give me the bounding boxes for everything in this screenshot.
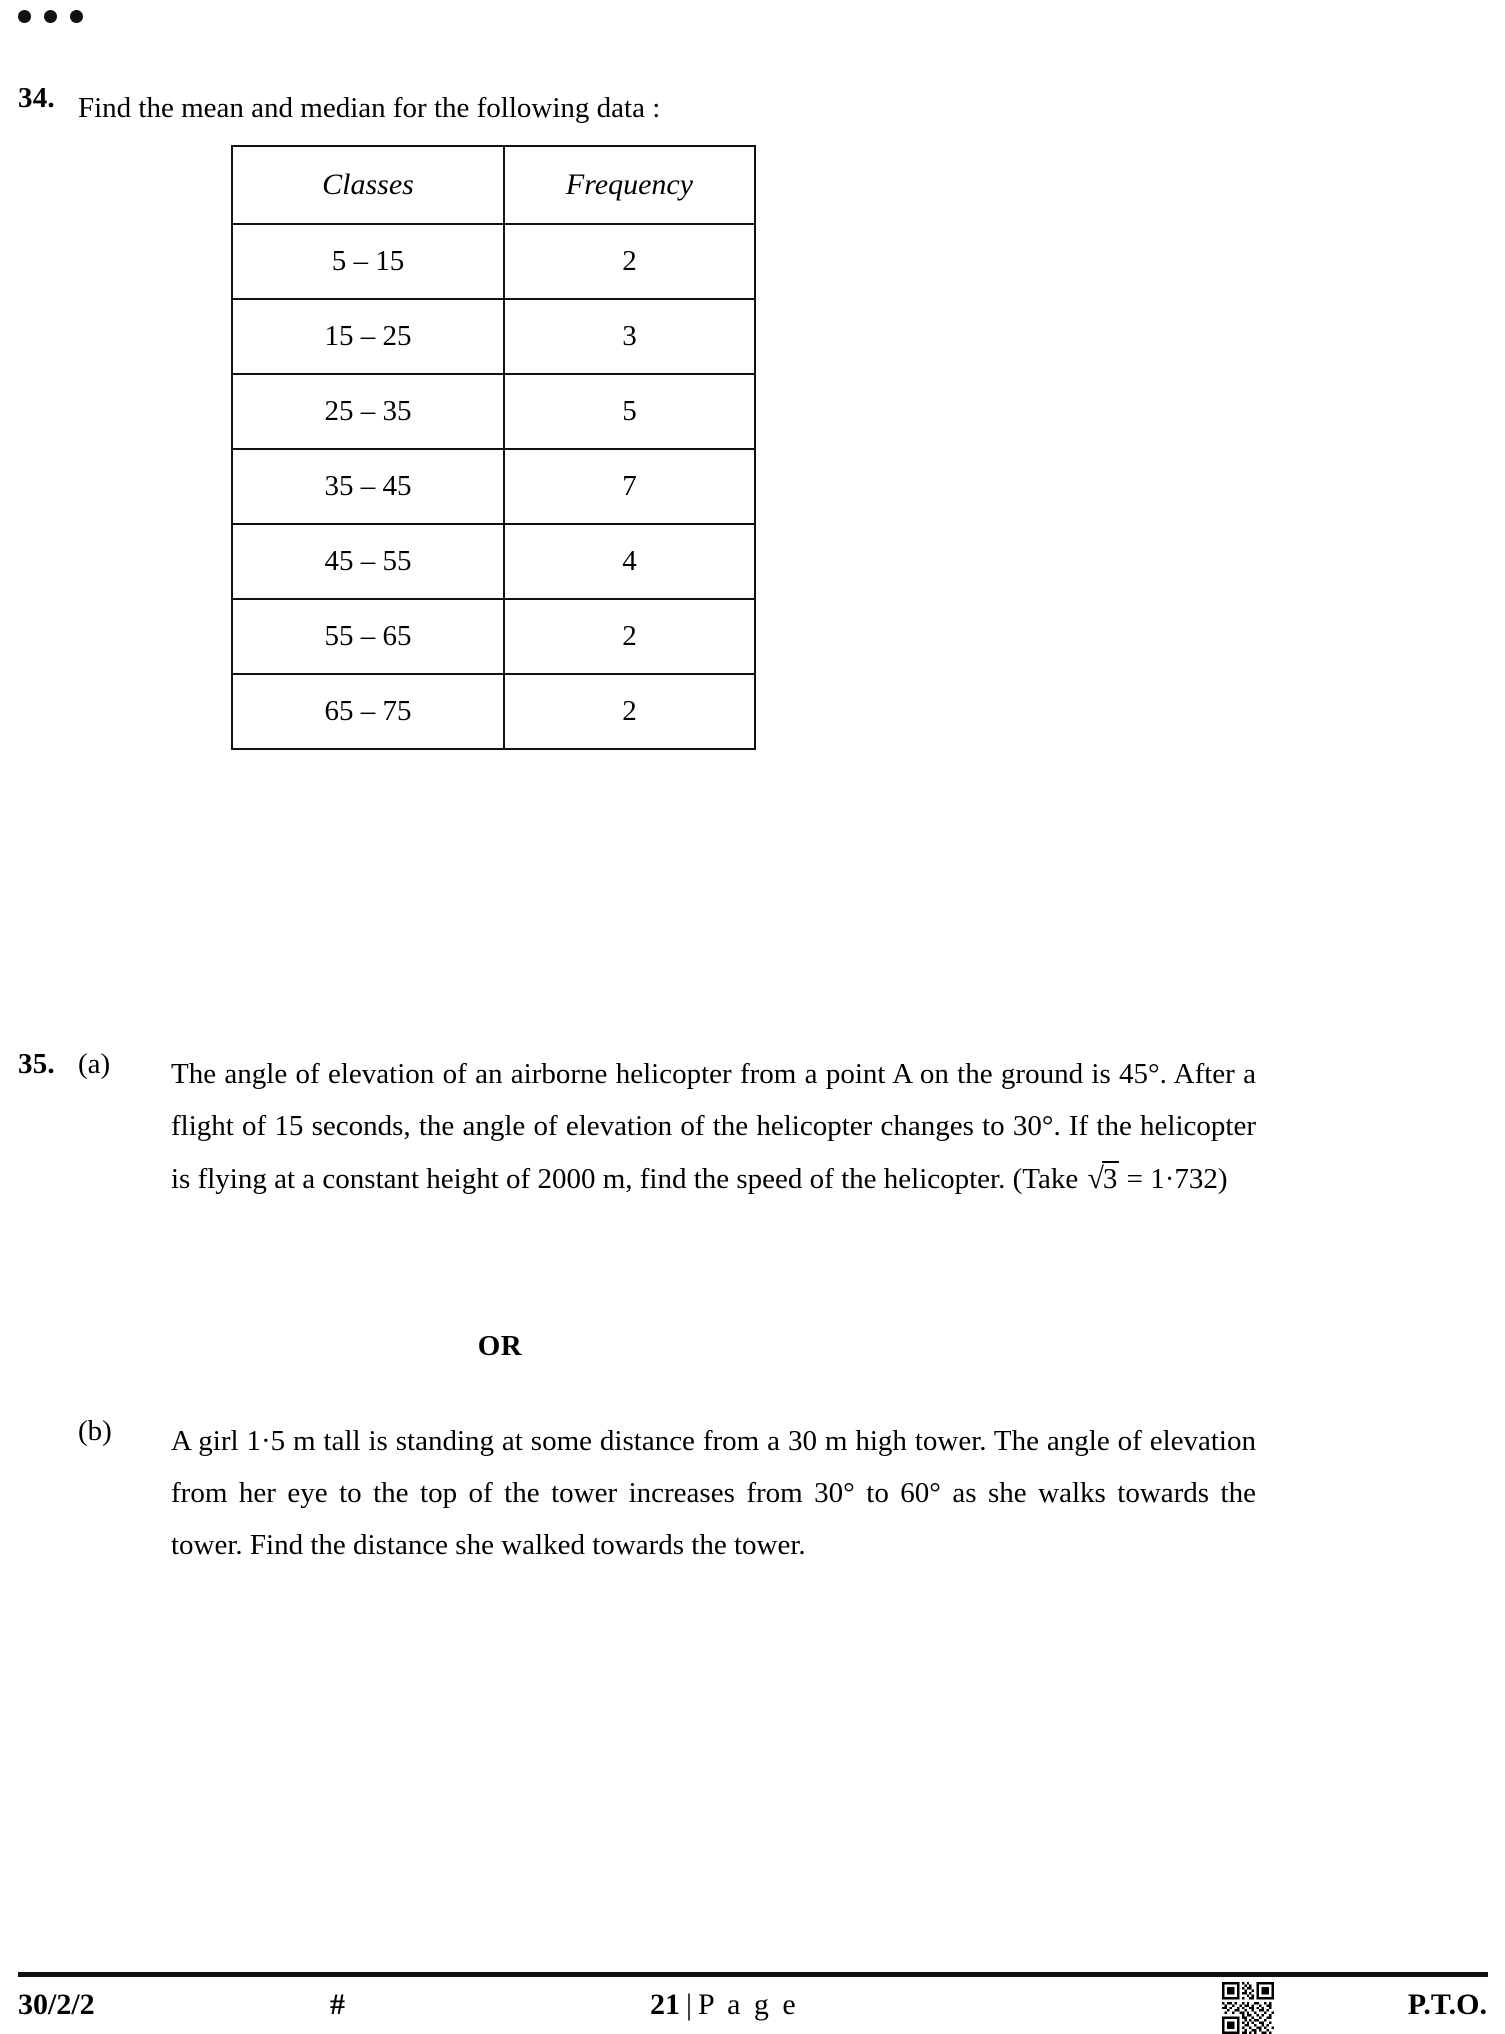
cell-classes: 65 – 75 [232, 674, 504, 749]
top-marker-dots [18, 10, 83, 23]
cell-classes: 25 – 35 [232, 374, 504, 449]
qr-code-icon [1222, 1982, 1274, 2034]
page-footer [0, 1988, 1505, 2034]
table-row [232, 374, 755, 449]
question-35-part-a-text: The angle of elevation of an airborne helicopter from a point A on the ground is 45°. After a flight of 15 seconds, the angle of elevation of the helicopter changes to 30°. If the helicopter is flying at a constant height of 2000 m, find the speed of the helicopter. [171, 1058, 1256, 1196]
cell-frequency: 5 [504, 374, 755, 449]
cell-frequency: 2 [504, 224, 755, 299]
marker-dot-icon [70, 10, 83, 23]
question-35-number: 35. [18, 1048, 55, 1080]
or-divider-label: OR [477, 1330, 523, 1362]
cell-frequency: 7 [504, 449, 755, 524]
question-34 [0, 82, 1140, 134]
question-34-text: Find the mean and median for the following data : [78, 92, 661, 124]
hash-mark: # [330, 1988, 345, 2021]
marker-dot-icon [18, 10, 31, 23]
cell-frequency: 2 [504, 674, 755, 749]
page-number: 21 [650, 1988, 680, 2021]
cell-classes: 55 – 65 [232, 599, 504, 674]
table-header-row [232, 146, 755, 224]
page-indicator [650, 1988, 799, 2022]
cell-frequency: 4 [504, 524, 755, 599]
column-header-frequency: Frequency [504, 146, 755, 224]
page-word: P a g e [698, 1988, 799, 2021]
square-root-icon [1085, 1152, 1119, 1206]
take-prefix: (Take [1012, 1163, 1079, 1196]
question-35-part-a-label: (a) [78, 1048, 111, 1080]
page-separator: | [686, 1988, 693, 2021]
question-35-part-b-text: A girl 1·5 m tall is standing at some distance from a 30 m high tower. The angle of elevation from her eye to the top of the tower increases from 30° to 60° as she walks towards the tower. Find the distance she walked towards the tower. [171, 1425, 1256, 1562]
question-35-part-b [0, 1415, 1420, 1572]
question-35-part-a [0, 1048, 1420, 1206]
cell-frequency: 2 [504, 599, 755, 674]
take-suffix: = 1·732) [1126, 1163, 1228, 1196]
radical-symbol: √ [1087, 1162, 1104, 1196]
table-row [232, 224, 755, 299]
cell-classes: 15 – 25 [232, 299, 504, 374]
table-row [232, 299, 755, 374]
cell-classes: 35 – 45 [232, 449, 504, 524]
question-34-number: 34. [18, 82, 55, 114]
column-header-classes: Classes [232, 146, 504, 224]
pto-label: P.T.O. [1407, 1988, 1487, 2021]
table-row [232, 449, 755, 524]
paper-code: 30/2/2 [18, 1988, 95, 2021]
frequency-table-wrapper [231, 145, 756, 750]
cell-classes: 45 – 55 [232, 524, 504, 599]
marker-dot-icon [44, 10, 57, 23]
question-35-part-a-body [171, 1048, 1256, 1206]
cell-classes: 5 – 15 [232, 224, 504, 299]
question-35-part-b-label: (b) [78, 1415, 112, 1447]
take-note [1013, 1163, 1228, 1195]
cell-frequency: 3 [504, 299, 755, 374]
frequency-table [231, 145, 756, 750]
table-row [232, 674, 755, 749]
table-row [232, 524, 755, 599]
table-row [232, 599, 755, 674]
footer-divider [18, 1972, 1488, 1977]
radicand: 3 [1102, 1163, 1118, 1196]
